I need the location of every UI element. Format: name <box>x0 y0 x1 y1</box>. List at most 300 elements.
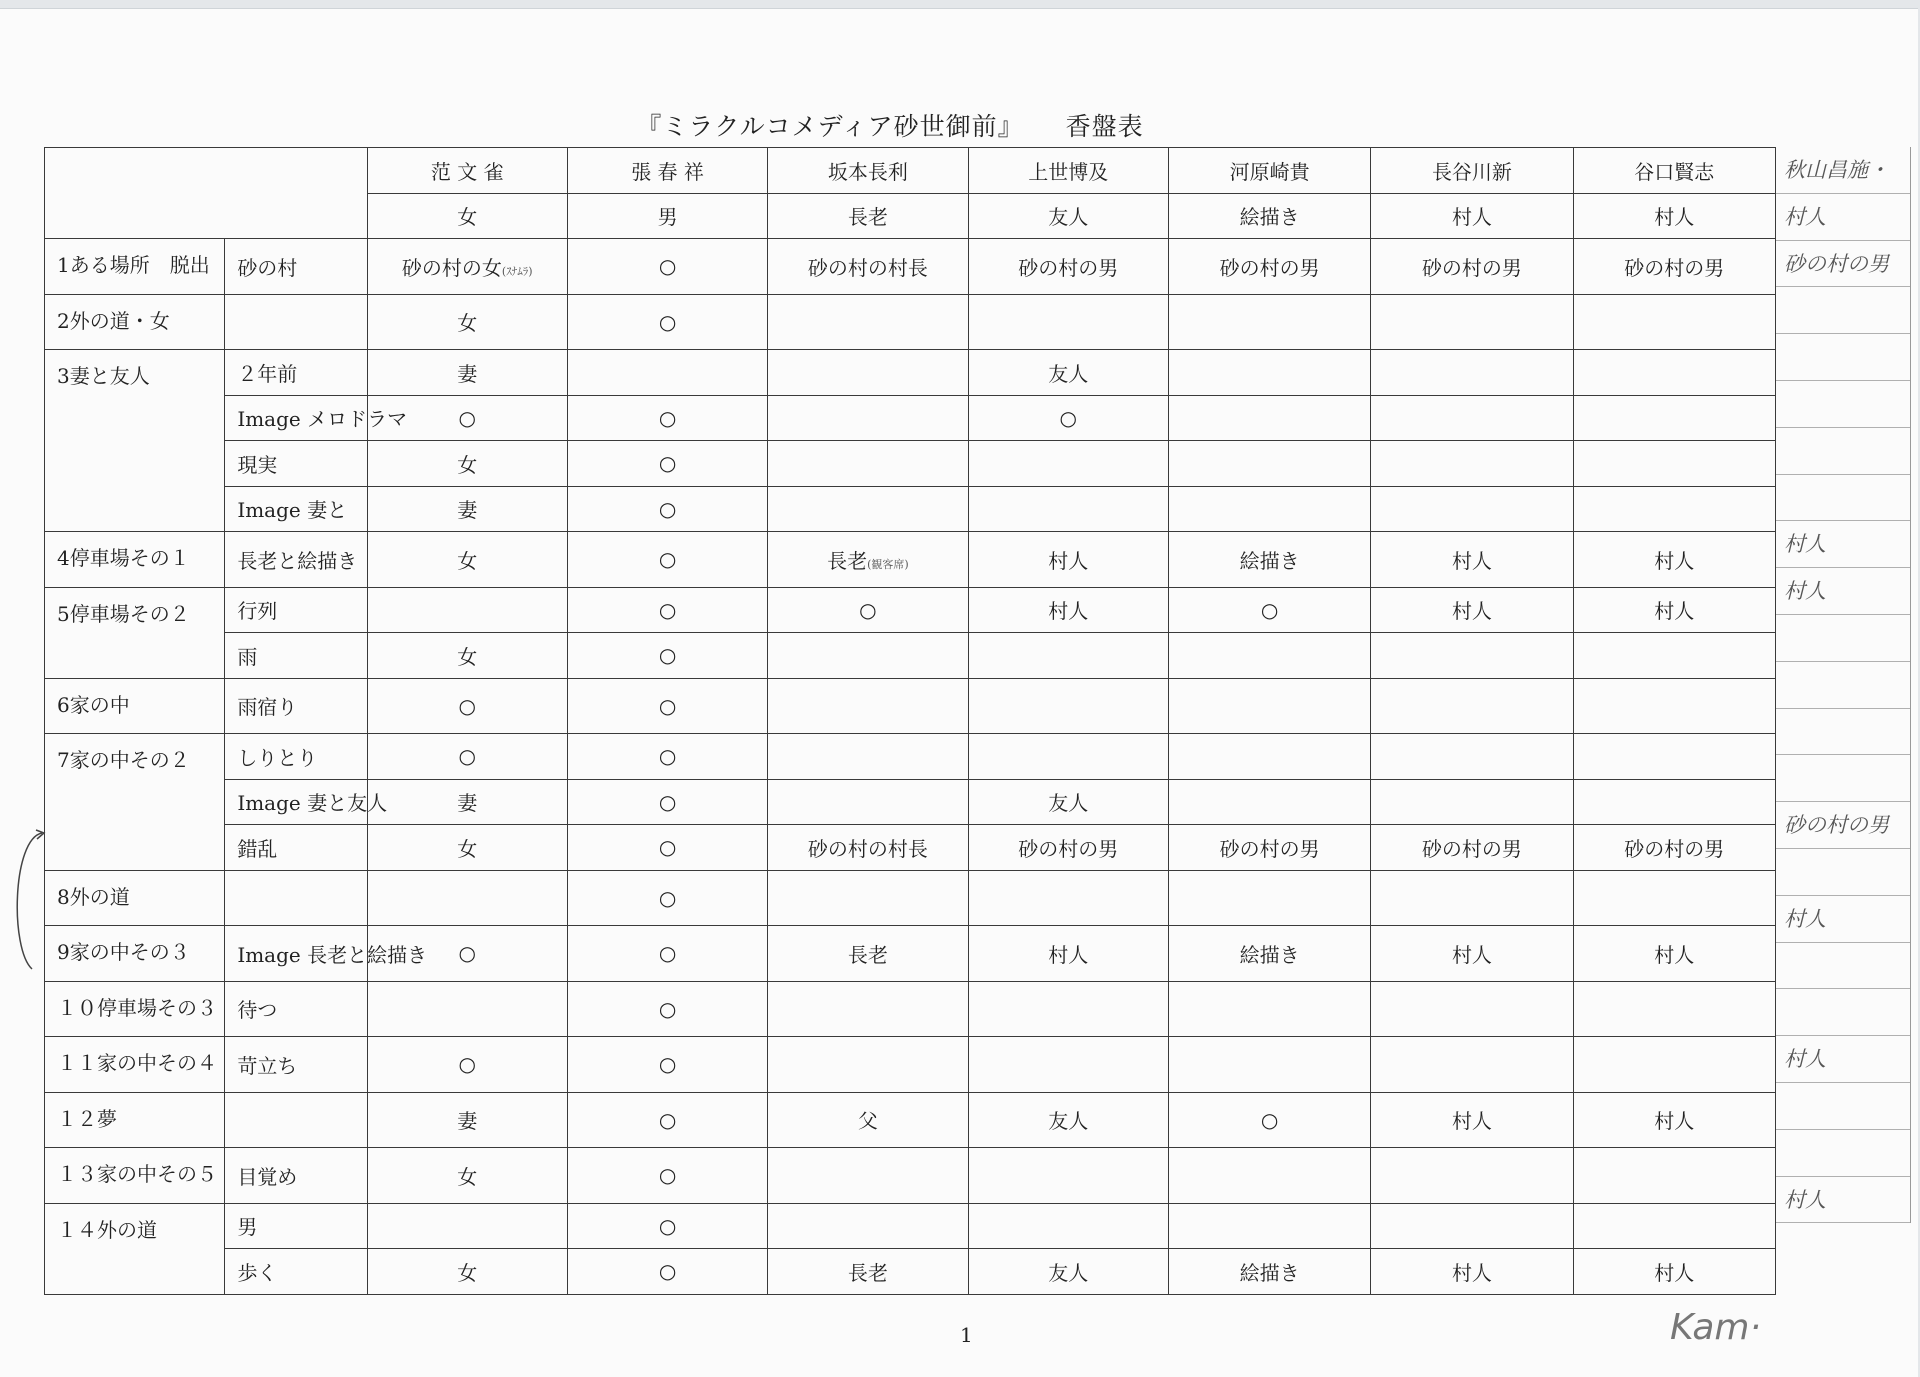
extra-role-cell <box>1776 849 1910 896</box>
schedule-row <box>45 486 1776 532</box>
role-cell-text: ○ <box>658 789 677 814</box>
role-cell <box>1371 1148 1573 1204</box>
role-cell <box>367 678 567 734</box>
role-cell-text: 絵描き <box>1239 548 1300 573</box>
subscene-cell <box>225 870 367 926</box>
role-cell <box>768 870 968 926</box>
role-cell-text: 友人 <box>1048 361 1089 386</box>
role-cell <box>1168 678 1370 734</box>
subscene-cell <box>225 1092 367 1148</box>
handwritten-note: (観客席) <box>867 557 909 571</box>
role-cell <box>567 532 767 588</box>
role-cell <box>1371 981 1573 1037</box>
role-cell <box>367 486 567 532</box>
role-cell-text: 女 <box>457 1164 478 1189</box>
role-cell <box>1371 926 1573 982</box>
role-cell <box>367 1249 567 1295</box>
extra-role-cell: 砂の村の男 <box>1776 802 1910 849</box>
role-cell <box>1168 1249 1370 1295</box>
role-cell-text: 村人 <box>1451 1109 1492 1134</box>
subscene-cell: 目覚め <box>225 1148 367 1204</box>
role-cell <box>968 486 1168 532</box>
role-cell-text: 女 <box>457 452 478 477</box>
role-cell <box>567 1037 767 1093</box>
role-cell-text: ○ <box>658 1259 677 1284</box>
schedule-row <box>45 239 1776 295</box>
role-cell-text: ○ <box>658 693 677 718</box>
role-cell <box>1371 239 1573 295</box>
role-cell-text: 妻 <box>457 498 478 523</box>
role-cell <box>367 1148 567 1204</box>
role-cell-text: 女 <box>457 311 478 336</box>
role-cell <box>1573 1092 1775 1148</box>
role-cell <box>1371 1203 1573 1249</box>
role-cell-text: ○ <box>658 996 677 1021</box>
role-cell <box>1168 532 1370 588</box>
extra-role-cell <box>1776 1130 1910 1177</box>
role-cell-text: 女 <box>457 548 478 573</box>
role-cell <box>567 981 767 1037</box>
role-cell-text: 絵描き <box>1239 1260 1300 1285</box>
schedule-row <box>45 633 1776 679</box>
role-cell <box>1168 239 1370 295</box>
role-cell-text: 村人 <box>1048 942 1089 967</box>
role-cell <box>768 294 968 350</box>
subscene-cell: 行列 <box>225 587 367 633</box>
cast-name: 河原崎貴 <box>1168 148 1370 194</box>
role-cell <box>367 981 567 1037</box>
role-cell-text: ○ <box>658 597 677 622</box>
bracket-arrow-icon <box>8 829 48 979</box>
role-cell <box>567 1249 767 1295</box>
handwritten-extra-column <box>1776 147 1911 1223</box>
role-name: 絵描き <box>1168 193 1370 239</box>
role-cell <box>1371 532 1573 588</box>
schedule-row <box>45 825 1776 871</box>
role-cell-text: ○ <box>658 744 677 769</box>
role-cell-text: ○ <box>658 1213 677 1238</box>
scene-cell: 3妻と友人 <box>45 350 225 532</box>
schedule-row <box>45 1249 1776 1295</box>
subscene-cell: 現実 <box>225 441 367 487</box>
role-cell <box>567 870 767 926</box>
scene-cell: １０停車場その３ <box>45 981 225 1037</box>
handwritten-signature: Kam· <box>1670 1307 1761 1348</box>
subscene-cell: 砂の村 <box>225 239 367 295</box>
role-cell-text: ○ <box>458 1052 476 1077</box>
role-cell-text: 妻 <box>457 1109 478 1134</box>
role-cell <box>768 486 968 532</box>
subscene-cell: 歩く <box>225 1249 367 1295</box>
schedule-row <box>45 441 1776 487</box>
role-cell-text: 村人 <box>1451 548 1492 573</box>
role-cell <box>367 587 567 633</box>
role-name: 女 <box>367 193 567 239</box>
subscene-cell: 男 <box>225 1203 367 1249</box>
schedule-row <box>45 779 1776 825</box>
role-cell <box>968 678 1168 734</box>
role-cell <box>567 441 767 487</box>
scene-cell: 6家の中 <box>45 678 225 734</box>
subscene-cell: 錯乱 <box>225 825 367 871</box>
role-cell <box>1168 981 1370 1037</box>
role-cell <box>1168 395 1370 441</box>
role-cell <box>1573 981 1775 1037</box>
role-cell-text: 村人 <box>1048 548 1089 573</box>
subscene-cell: しりとり <box>225 734 367 780</box>
role-cell <box>768 633 968 679</box>
scene-cell: 9家の中その３ <box>45 926 225 982</box>
role-cell <box>1573 1148 1775 1204</box>
subscene-cell: Image メロドラマ <box>225 395 367 441</box>
role-cell-text: ○ <box>658 885 677 910</box>
schedule-row <box>45 395 1776 441</box>
role-cell <box>567 486 767 532</box>
role-cell <box>968 441 1168 487</box>
role-cell <box>367 825 567 871</box>
role-cell <box>567 1092 767 1148</box>
role-cell <box>1371 1249 1573 1295</box>
role-cell <box>1371 633 1573 679</box>
subscene-cell: 長老と絵描き <box>225 532 367 588</box>
document-title <box>0 107 1780 143</box>
role-cell <box>768 587 968 633</box>
schedule-row <box>45 926 1776 982</box>
cast-name: 上世博及 <box>968 148 1168 194</box>
role-cell-text: 砂の村の男 <box>1421 836 1522 861</box>
scene-cell: 8外の道 <box>45 870 225 926</box>
role-cell-text: ○ <box>1260 597 1279 622</box>
role-cell-text: 村人 <box>1654 942 1695 967</box>
role-cell <box>1168 1037 1370 1093</box>
subscene-cell: 雨 <box>225 633 367 679</box>
role-cell <box>968 532 1168 588</box>
cast-name: 長谷川新 <box>1371 148 1573 194</box>
extra-role-cell <box>1776 475 1910 522</box>
role-cell <box>567 350 767 396</box>
role-cell <box>1371 825 1573 871</box>
schedule-row <box>45 532 1776 588</box>
cast-name: 谷口賢志 <box>1573 148 1775 194</box>
role-cell <box>367 239 567 295</box>
extra-role-cell <box>1776 615 1910 662</box>
role-cell <box>1168 441 1370 487</box>
role-cell <box>768 981 968 1037</box>
role-cell-text: 長老 <box>827 548 868 573</box>
schedule-row <box>45 587 1776 633</box>
extra-cast-name: 秋山昌施・ <box>1776 147 1910 194</box>
role-cell-text: 絵描き <box>1239 942 1300 967</box>
extra-role-cell: 村人 <box>1776 568 1910 615</box>
role-cell <box>768 350 968 396</box>
role-cell <box>768 1249 968 1295</box>
role-cell <box>1573 926 1775 982</box>
role-cell-text: 村人 <box>1048 599 1089 624</box>
role-cell <box>567 734 767 780</box>
role-cell-text: 長老 <box>847 1260 888 1285</box>
subscene-cell: 待つ <box>225 981 367 1037</box>
role-cell <box>367 1203 567 1249</box>
role-cell <box>1371 350 1573 396</box>
role-cell <box>968 239 1168 295</box>
role-cell <box>1168 587 1370 633</box>
role-cell-text: 村人 <box>1451 599 1492 624</box>
role-cell <box>1371 441 1573 487</box>
role-cell <box>768 1037 968 1093</box>
schedule-row <box>45 1148 1776 1204</box>
role-cell <box>1573 870 1775 926</box>
role-cell-text: 砂の村の村長 <box>807 836 928 861</box>
role-cell-text: 妻 <box>457 361 478 386</box>
role-cell-text: 砂の村の男 <box>1624 836 1725 861</box>
role-cell <box>367 1037 567 1093</box>
role-cell <box>1573 441 1775 487</box>
role-cell <box>1371 734 1573 780</box>
role-cell-text: 女 <box>457 836 478 861</box>
extra-role-cell: 砂の村の男 <box>1776 241 1910 288</box>
subscene-cell <box>225 294 367 350</box>
header-corner-cell <box>45 148 368 239</box>
role-cell-text: ○ <box>458 941 476 966</box>
role-name: 村人 <box>1371 193 1573 239</box>
extra-role-cell <box>1776 709 1910 756</box>
role-cell <box>1168 734 1370 780</box>
extra-role-cell <box>1776 428 1910 475</box>
role-cell <box>768 532 968 588</box>
role-cell-text: 妻 <box>457 791 478 816</box>
role-cell <box>1168 870 1370 926</box>
role-cell <box>768 441 968 487</box>
role-cell <box>1371 678 1573 734</box>
role-cell <box>1573 678 1775 734</box>
role-cell <box>968 1148 1168 1204</box>
role-cell <box>768 239 968 295</box>
role-cell <box>567 926 767 982</box>
role-cell-text: ○ <box>859 597 877 622</box>
role-cell-text: ○ <box>458 693 476 718</box>
role-cell <box>768 825 968 871</box>
role-cell-text: 村人 <box>1654 1109 1695 1134</box>
role-cell-text: 友人 <box>1048 791 1089 816</box>
role-cell-text: ○ <box>658 547 677 572</box>
role-cell <box>367 532 567 588</box>
schedule-row <box>45 870 1776 926</box>
role-cell <box>1168 633 1370 679</box>
schedule-row <box>45 1037 1776 1093</box>
cast-name: 張 春 祥 <box>567 148 767 194</box>
role-cell-text: 砂の村の男 <box>1219 836 1320 861</box>
role-name: 村人 <box>1573 193 1775 239</box>
role-name: 長老 <box>768 193 968 239</box>
scene-cell: １１家の中その４ <box>45 1037 225 1093</box>
role-cell-text: 父 <box>857 1109 878 1134</box>
role-cell-text: ○ <box>658 496 677 521</box>
role-name: 友人 <box>968 193 1168 239</box>
role-cell <box>567 239 767 295</box>
extra-role-cell <box>1776 334 1910 381</box>
role-cell <box>1573 486 1775 532</box>
page-number: 1 <box>960 1323 973 1347</box>
role-cell-text: 女 <box>457 644 478 669</box>
role-cell-text: 砂の村の村長 <box>807 255 928 280</box>
scene-cell: １２夢 <box>45 1092 225 1148</box>
role-cell <box>1371 779 1573 825</box>
extra-role-name: 村人 <box>1776 194 1910 241</box>
role-cell <box>1371 1092 1573 1148</box>
schedule-row <box>45 678 1776 734</box>
role-cell <box>367 734 567 780</box>
schedule-row <box>45 1092 1776 1148</box>
role-cell <box>768 395 968 441</box>
role-cell <box>1573 587 1775 633</box>
role-cell-text: ○ <box>658 451 677 476</box>
role-cell-text: 長老 <box>847 942 888 967</box>
role-cell <box>1168 1148 1370 1204</box>
extra-role-cell <box>1776 381 1910 428</box>
role-cell <box>768 678 968 734</box>
role-cell <box>1573 1037 1775 1093</box>
title-main: 『ミラクルコメディア砂世御前』 <box>636 112 1024 141</box>
role-cell <box>567 1148 767 1204</box>
schedule-row <box>45 981 1776 1037</box>
schedule-table <box>44 147 1776 1295</box>
role-cell <box>1371 1037 1573 1093</box>
role-cell <box>367 350 567 396</box>
role-cell <box>367 633 567 679</box>
schedule-row <box>45 294 1776 350</box>
document-sheet <box>0 8 1918 1377</box>
role-cell-text: ○ <box>658 309 677 334</box>
role-cell <box>968 779 1168 825</box>
role-cell <box>968 926 1168 982</box>
scene-cell: 7家の中その２ <box>45 734 225 871</box>
role-cell-text: 砂の村の男 <box>1018 836 1119 861</box>
role-cell <box>1573 350 1775 396</box>
role-cell-text: 砂の村の男 <box>1624 255 1725 280</box>
role-cell <box>968 981 1168 1037</box>
role-cell <box>567 294 767 350</box>
role-cell <box>367 779 567 825</box>
role-cell <box>567 633 767 679</box>
role-cell-text: 村人 <box>1654 1260 1695 1285</box>
role-cell-text: ○ <box>658 941 677 966</box>
role-cell-text: ○ <box>1059 405 1077 430</box>
role-cell <box>768 734 968 780</box>
role-cell-text: ○ <box>658 1052 677 1077</box>
extra-role-cell: 村人 <box>1776 896 1910 943</box>
scene-cell: 5停車場その２ <box>45 587 225 678</box>
role-cell <box>768 1203 968 1249</box>
role-cell <box>1371 870 1573 926</box>
role-cell-text: 村人 <box>1451 1260 1492 1285</box>
role-cell <box>1573 779 1775 825</box>
role-cell <box>567 779 767 825</box>
role-name: 男 <box>567 193 767 239</box>
role-cell <box>968 294 1168 350</box>
role-cell <box>968 1092 1168 1148</box>
role-cell <box>367 441 567 487</box>
role-cell <box>1573 734 1775 780</box>
scene-cell: 2外の道・女 <box>45 294 225 350</box>
extra-role-cell: 村人 <box>1776 521 1910 568</box>
role-cell <box>1168 294 1370 350</box>
role-cell <box>968 395 1168 441</box>
role-cell-text: ○ <box>458 405 476 430</box>
subscene-cell: Image 妻と友人 <box>225 779 367 825</box>
title-suffix: 香盤表 <box>1065 112 1144 141</box>
role-cell <box>968 734 1168 780</box>
role-cell-text: 村人 <box>1451 942 1492 967</box>
role-cell <box>1573 532 1775 588</box>
role-cell <box>1168 1092 1370 1148</box>
role-cell <box>1371 587 1573 633</box>
role-cell <box>1573 294 1775 350</box>
role-cell <box>968 825 1168 871</box>
extra-role-cell <box>1776 989 1910 1036</box>
role-cell <box>968 870 1168 926</box>
extra-role-cell <box>1776 755 1910 802</box>
extra-role-cell <box>1776 943 1910 990</box>
scene-cell: 4停車場その１ <box>45 532 225 588</box>
role-cell <box>1371 486 1573 532</box>
role-cell-text: ○ <box>658 405 677 430</box>
role-cell <box>1573 633 1775 679</box>
role-cell-text: 砂の村の男 <box>1219 255 1320 280</box>
extra-role-cell: 村人 <box>1776 1177 1910 1224</box>
role-cell <box>768 926 968 982</box>
role-cell <box>1168 825 1370 871</box>
scene-cell: 1ある場所 脱出 <box>45 239 225 295</box>
role-cell-text: 砂の村の男 <box>1018 255 1119 280</box>
schedule-row <box>45 1203 1776 1249</box>
subscene-cell: 苛立ち <box>225 1037 367 1093</box>
subscene-cell: Image 長老と絵描き <box>225 926 367 982</box>
role-cell-text: ○ <box>1260 1107 1279 1132</box>
role-cell <box>1573 825 1775 871</box>
role-cell-text: 砂の村の女 <box>401 255 502 280</box>
cast-name: 坂本長利 <box>768 148 968 194</box>
subscene-cell: 雨宿り <box>225 678 367 734</box>
role-cell <box>1168 926 1370 982</box>
extra-role-cell <box>1776 662 1910 709</box>
role-cell-text: ○ <box>658 254 677 279</box>
subscene-cell: ２年前 <box>225 350 367 396</box>
role-cell <box>1573 239 1775 295</box>
role-cell-text: 友人 <box>1048 1260 1089 1285</box>
schedule-row <box>45 734 1776 780</box>
role-cell <box>1371 395 1573 441</box>
role-cell <box>968 1203 1168 1249</box>
role-cell-text: ○ <box>658 643 677 668</box>
role-cell <box>567 825 767 871</box>
scene-cell: １４外の道 <box>45 1203 225 1294</box>
role-cell <box>367 294 567 350</box>
role-cell <box>367 870 567 926</box>
role-cell <box>1573 1249 1775 1295</box>
role-cell <box>1168 350 1370 396</box>
role-cell <box>1168 779 1370 825</box>
role-cell <box>968 350 1168 396</box>
extra-role-cell: 村人 <box>1776 1036 1910 1083</box>
role-cell <box>768 1092 968 1148</box>
role-cell <box>968 633 1168 679</box>
role-cell <box>1168 1203 1370 1249</box>
role-cell <box>1371 294 1573 350</box>
header-row-cast <box>45 148 1776 194</box>
role-cell-text: 村人 <box>1654 599 1695 624</box>
scene-cell: １３家の中その５ <box>45 1148 225 1204</box>
role-cell <box>567 395 767 441</box>
